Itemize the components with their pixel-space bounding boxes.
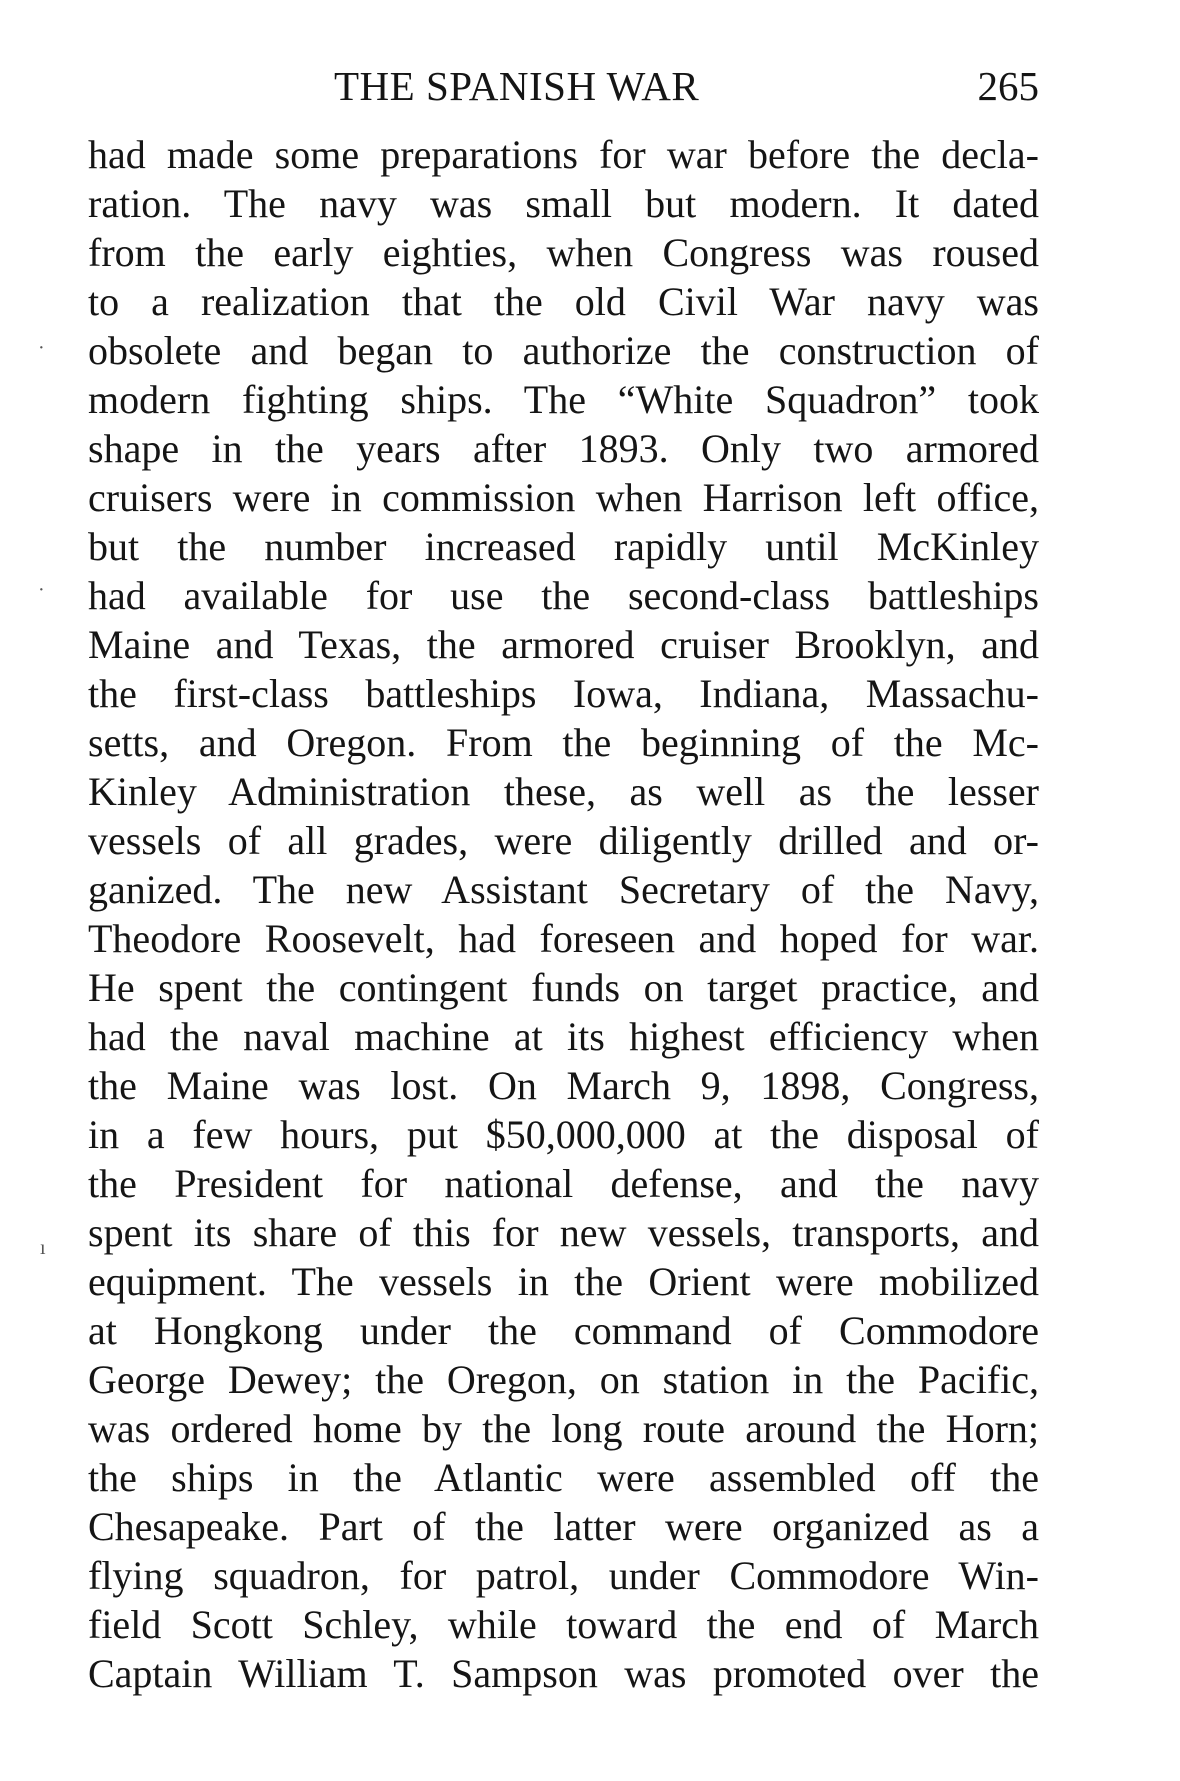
margin-speck: · xyxy=(38,337,45,359)
text-line: flying squadron, for patrol, under Commodore Win- xyxy=(88,1553,1039,1598)
text-line: Captain William T. Sampson was promoted over the xyxy=(88,1651,1039,1696)
text-line: He spent the contingent funds on target practice, and xyxy=(88,965,1039,1010)
text-line: had available for use the second-class battleships xyxy=(88,573,1039,618)
body-text xyxy=(88,130,1039,1698)
margin-speck: · xyxy=(38,579,45,601)
text-line: obsolete and began to authorize the construction of xyxy=(88,328,1039,373)
text-line: to a realization that the old Civil War navy was xyxy=(88,279,1039,324)
text-line: had the naval machine at its highest efficiency when xyxy=(88,1014,1039,1059)
text-line: ration. The navy was small but modern. It dated xyxy=(88,181,1039,226)
text-line: the President for national defense, and the navy xyxy=(88,1161,1039,1206)
margin-speck: ı xyxy=(40,1237,46,1259)
text-line: Theodore Roosevelt, had foreseen and hoped for war. xyxy=(88,916,1039,961)
text-line: George Dewey; the Oregon, on station in the Pacific, xyxy=(88,1357,1039,1402)
text-line: from the early eighties, when Congress was roused xyxy=(88,230,1039,275)
text-line: Maine and Texas, the armored cruiser Brooklyn, and xyxy=(88,622,1039,667)
text-line: in a few hours, put $50,000,000 at the disposal of xyxy=(88,1112,1039,1157)
text-line: ganized. The new Assistant Secretary of the Navy, xyxy=(88,867,1039,912)
text-line: the ships in the Atlantic were assembled off the xyxy=(88,1455,1039,1500)
running-head-title: THE SPANISH WAR xyxy=(334,63,700,109)
text-line: equipment. The vessels in the Orient were mobilized xyxy=(88,1259,1039,1304)
text-line: the Maine was lost. On March 9, 1898, Congress, xyxy=(88,1063,1039,1108)
text-line: vessels of all grades, were diligently drilled and or- xyxy=(88,818,1039,863)
text-line: Chesapeake. Part of the latter were organized as a xyxy=(88,1504,1039,1549)
text-line: but the number increased rapidly until McKinley xyxy=(88,524,1039,569)
text-line: cruisers were in commission when Harrison left office, xyxy=(88,475,1039,520)
text-line: shape in the years after 1893. Only two armored xyxy=(88,426,1039,471)
text-line: Kinley Administration these, as well as the lesser xyxy=(88,769,1039,814)
text-line: at Hongkong under the command of Commodore xyxy=(88,1308,1039,1353)
text-line: setts, and Oregon. From the beginning of the Mc- xyxy=(88,720,1039,765)
page-number: 265 xyxy=(977,63,1039,109)
text-line: the first-class battleships Iowa, Indiana, Massachu- xyxy=(88,671,1039,716)
text-line: modern fighting ships. The “White Squadron” took xyxy=(88,377,1039,422)
text-line: was ordered home by the long route around the Horn; xyxy=(88,1406,1039,1451)
text-line: field Scott Schley, while toward the end of March xyxy=(88,1602,1039,1647)
text-line: had made some preparations for war before the decla- xyxy=(88,132,1039,177)
text-line: spent its share of this for new vessels, transports, and xyxy=(88,1210,1039,1255)
running-head xyxy=(96,58,1039,114)
